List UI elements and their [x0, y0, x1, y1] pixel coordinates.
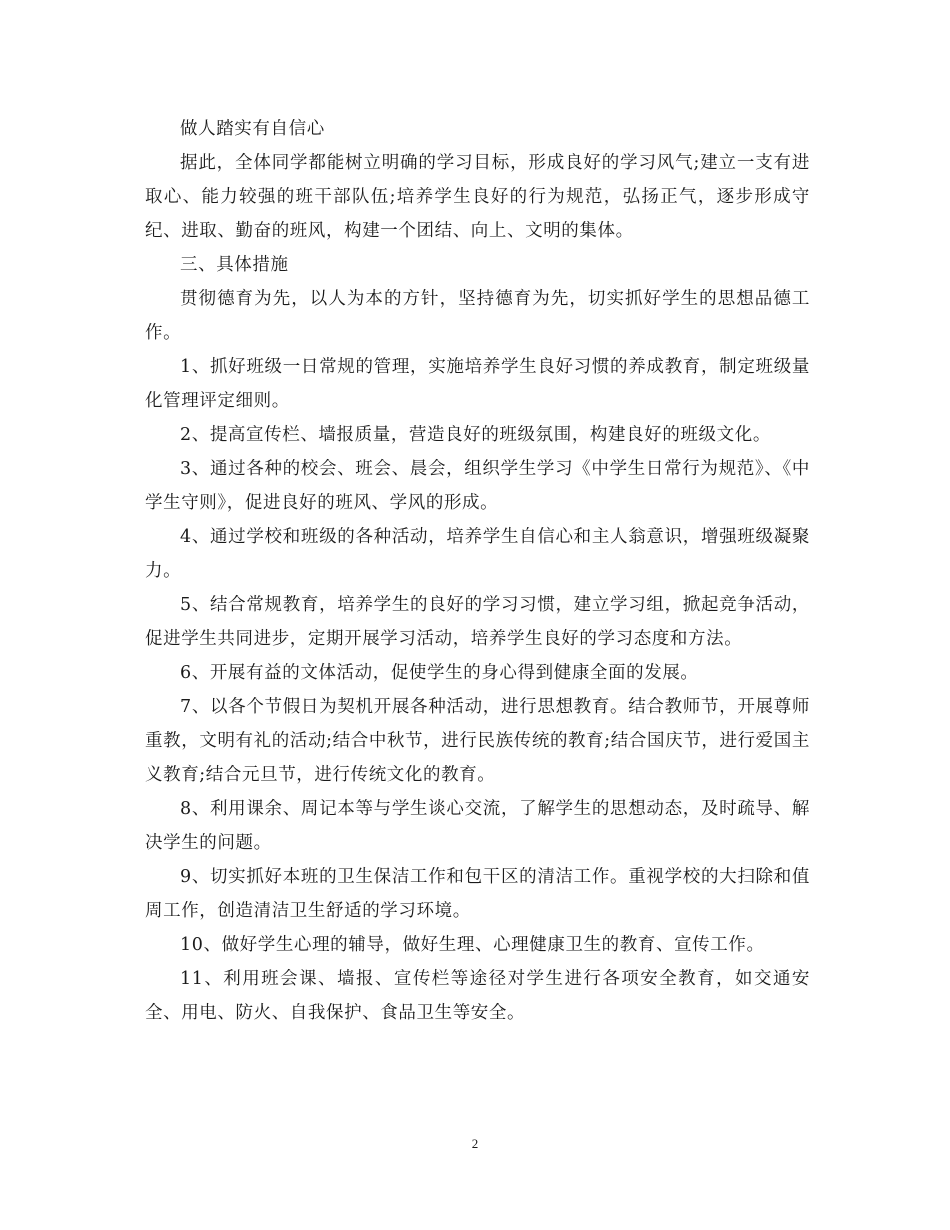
list-item: 9、切实抓好本班的卫生保洁工作和包干区的清洁工作。重视学校的大扫除和值周工作，创造清洁卫生舒适的学习环境。 [145, 867, 810, 921]
paragraph: 据此，全体同学都能树立明确的学习目标，形成良好的学习风气;建立一支有进取心、能力较强的班干部队伍;培养学生良好的行为规范，弘扬正气，逐步形成守纪、进取、勤奋的班风，构建一个团结、向上、文明的集体。 [145, 153, 810, 241]
document-body [145, 112, 810, 1030]
page-number: 2 [471, 1136, 479, 1151]
list-item: 7、以各个节假日为契机开展各种活动，进行思想教育。结合教师节，开展尊师重教，文明有礼的活动;结合中秋节，进行民族传统的教育;结合国庆节，进行爱国主义教育;结合元旦节，进行传统文化的教育。 [145, 697, 810, 785]
list-item: 10、做好学生心理的辅导，做好生理、心理健康卫生的教育、宣传工作。 [180, 935, 765, 955]
list-item: 11、利用班会课、墙报、宣传栏等途径对学生进行各项安全教育，如交通安全、用电、防火、自我保护、食品卫生等安全。 [145, 969, 810, 1023]
list-item: 5、结合常规教育，培养学生的良好的学习习惯，建立学习组，掀起竞争活动，促进学生共同进步，定期开展学习活动，培养学生良好的学习态度和方法。 [145, 595, 810, 649]
paragraph: 做人踏实有自信心 [180, 119, 325, 139]
list-item: 6、开展有益的文体活动，促使学生的身心得到健康全面的发展。 [180, 663, 699, 683]
section-heading: 三、具体措施 [180, 255, 289, 275]
list-item: 1、抓好班级一日常规的管理，实施培养学生良好习惯的养成教育，制定班级量化管理评定细则。 [145, 357, 810, 411]
list-item: 2、提高宣传栏、墙报质量，营造良好的班级氛围，构建良好的班级文化。 [180, 425, 771, 445]
list-item: 3、通过各种的校会、班会、晨会，组织学生学习《中学生日常行为规范》、《中学生守则》，促进良好的班风、学风的形成。 [145, 459, 810, 513]
paragraph: 贯彻德育为先，以人为本的方针，坚持德育为先，切实抓好学生的思想品德工作。 [145, 289, 810, 343]
list-item: 4、通过学校和班级的各种活动，培养学生自信心和主人翁意识，增强班级凝聚力。 [145, 527, 810, 581]
list-item: 8、利用课余、周记本等与学生谈心交流，了解学生的思想动态，及时疏导、解决学生的问题。 [145, 799, 810, 853]
